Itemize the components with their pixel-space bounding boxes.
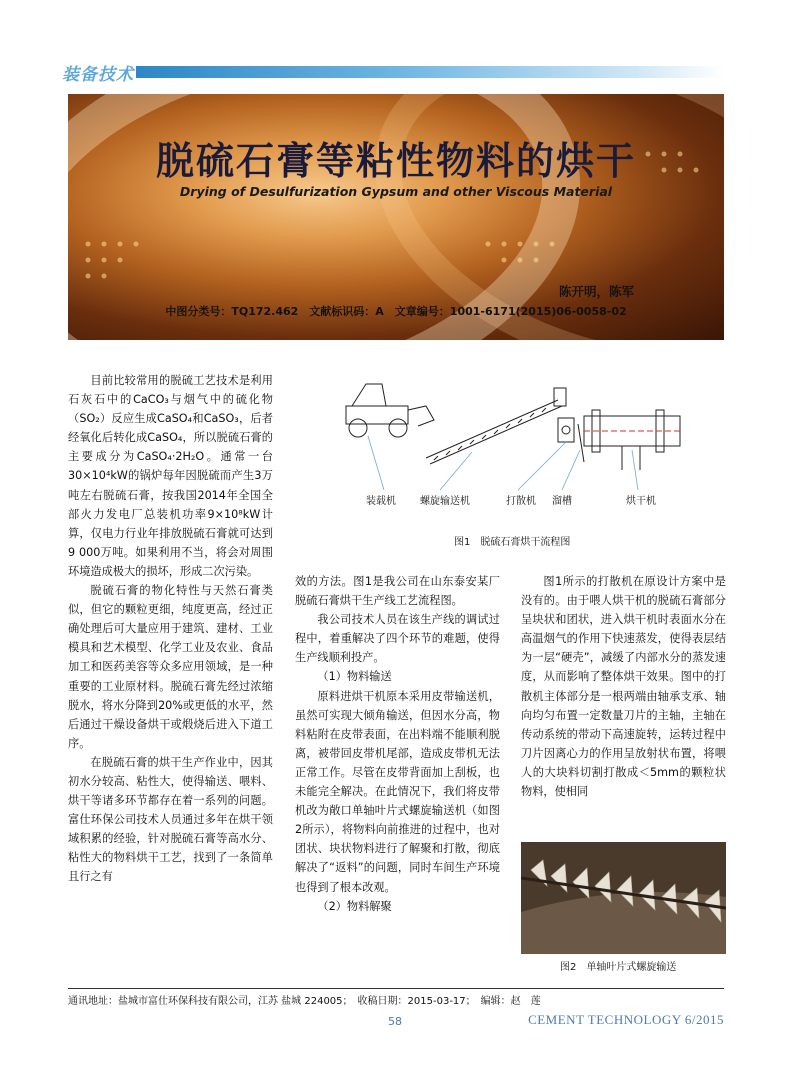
paragraph: 在脱硫石膏的烘干生产作业中，因其初水分较高、粘性大，使得输送、喂料、烘干等诸多环节都存在着一系列的问题。富仕环保公司技术人员通过多年在烘干领域积累的经验，针对脱硫石膏等高水分、粘性大的物料烘干工艺，找到了一条简单且行之有 — [68, 755, 273, 884]
figure-1-label-dryer: 烘干机 — [626, 496, 656, 507]
paragraph: 效的方法。图1是我公司在山东泰安某厂脱硫石膏烘干生产线工艺流程图。 — [295, 575, 500, 608]
section-header-bar — [136, 66, 724, 78]
paragraph: 图1所示的打散机在原设计方案中是没有的。由于喂人烘干机的脱硫石膏部分呈块状和团状，进入烘干机时表面水分在高温烟气的作用下快速蒸发，使得表层结为一层“硬壳”，减缓了内部水分的蒸发速度，从而影响了整体烘干效果。图中的打散机主体部分是一根两端由轴承支承、轴向均匀布置一定数量刀片的主轴，主轴在传动系统的带动下高速旋转，运转过程中刀片因离心力的作用呈放射状布置，将喂人的大块料切割打散成＜5mm的颗粒状物料，使相同 — [521, 575, 726, 799]
subheading: （1）物料输送 — [317, 670, 392, 684]
body-column-3 — [521, 572, 726, 801]
paragraph: 我公司技术人员在该生产线的调试过程中，着重解决了四个环节的难题，使得生产线顺利投产。 — [295, 613, 500, 665]
section-tag: 装备技术 — [62, 65, 134, 85]
article-authors: 陈开明，陈军 — [558, 284, 634, 299]
figure-1-process-diagram — [322, 366, 702, 516]
footer-address: 通讯地址：盐城市富仕环保科技有限公司，江苏 盐城 224005； 收稿日期：2015-03-17； 编辑：赵 莲 — [68, 996, 541, 1007]
subheading: （2）物料解聚 — [317, 899, 392, 913]
paragraph: 目前比较常用的脱硫工艺技术是利用石灰石中的CaCO₃与烟气中的硫化物（SO₂）反应生成CaSO₄和CaSO₃，后者经氧化后转化成CaSO₄，所以脱硫石膏的主要成分为CaSO₄·2H₂O。通常一台30×10⁴kW的锅炉每年因脱硫而产生3万吨左右脱硫石膏，按我国2014年全国全部火力发电厂总装机功率9×10⁸kW计算，仅电力行业年排放脱硫石膏就可达到9 000万吨。如果利用不当，将会对周围环境造成极大的损坏，形成二次污染。 — [68, 374, 273, 578]
screw-conveyor-drawing — [426, 388, 566, 464]
loader-drawing — [346, 384, 434, 437]
classification-meta: 中图分类号：TQ172.462 文献标识码：A 文章编号：1001-6171(2015)06-0058-02 — [165, 305, 627, 318]
figure-1-label-disperser: 打散机 — [506, 496, 536, 507]
article-subtitle-english: Drying of Desulfurization Gypsum and other Viscous Material — [179, 184, 613, 199]
figure-1-label-chute: 溜槽 — [552, 496, 572, 507]
title-banner — [68, 94, 724, 340]
screw-conveyor-photo — [521, 842, 726, 954]
disperser-drawing — [558, 418, 574, 442]
paragraph: 原料进烘干机原本采用皮带输送机，虽然可实现大倾角输送，但因水分高，物料粘附在皮带表面，在出料端不能顺利脱离，被带回皮带机尾部，造成皮带机无法正常工作。尽管在皮带背面加上刮板，也未能完全解决。在此情况下，我们将皮带机改为敞口单轴叶片式螺旋输送机（如图2所示），将物料向前推进的过程中，也对团状、块状物料进行了解聚和打散，彻底解决了“返料”的问题，同时车间生产环境也得到了根本改观。 — [295, 689, 500, 894]
figure-1-label-loader: 装载机 — [366, 496, 396, 507]
dryer-drawing — [578, 410, 680, 470]
figure-1-label-screw-conveyor: 螺旋输送机 — [420, 496, 470, 507]
footer-divider — [68, 988, 724, 989]
body-column-2 — [295, 572, 500, 916]
body-column-1 — [68, 371, 273, 887]
figure-1-caption: 图1 脱硫石膏烘干流程图 — [454, 537, 571, 548]
paragraph: 脱硫石膏的物化特性与天然石膏类似，但它的颗粒更细，纯度更高，经过正确处理后可大量应用于建筑、建材、工业模具和艺术模型、化学工业及农业、食品加工和医药美容等众多应用领域，是一种重要的工业原材料。脱硫石膏先经过浓缩脱水，将水分降到20%或更低的水平，然后通过干燥设备烘干或煅烧后进入下道工序。 — [68, 584, 273, 750]
figure-2-caption: 图2 单轴叶片式螺旋输送 — [560, 962, 677, 973]
article-title: 脱硫石膏等粘性物料的烘干 — [155, 139, 636, 183]
page-number: 58 — [388, 1015, 402, 1028]
journal-name: CEMENT TECHNOLOGY 6/2015 — [528, 1012, 724, 1027]
figure-2-photo — [521, 842, 726, 954]
